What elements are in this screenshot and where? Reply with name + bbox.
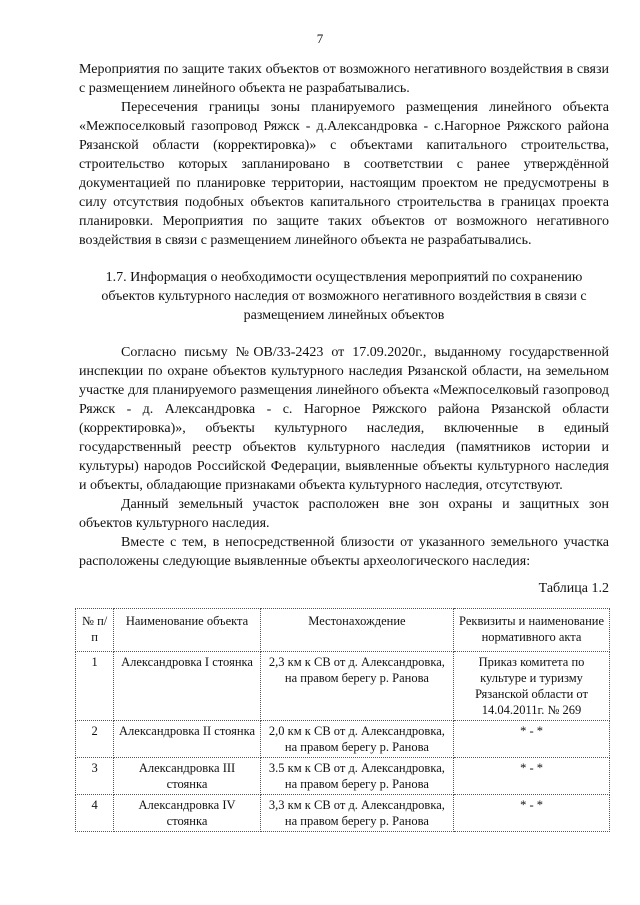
cell-act: * - * — [454, 795, 610, 832]
cell-number: 3 — [76, 758, 114, 795]
table-row — [76, 758, 610, 795]
archaeology-sites-table — [75, 608, 610, 832]
cell-act: * - * — [454, 721, 610, 758]
cell-number: 2 — [76, 721, 114, 758]
cell-location: 2,3 км к СВ от д. Александровка, на правом берегу р. Ранова — [260, 652, 453, 721]
header-cell-act: Реквизиты и наименование нормативного акта — [454, 609, 610, 652]
cell-act: Приказ комитета по культуре и туризму Рязанской области от 14.04.2011г. № 269 — [454, 652, 610, 721]
table-header-row — [76, 609, 610, 652]
paragraph: Данный земельный участок расположен вне зон охраны и защитных зон объектов культурного наследия. — [79, 497, 609, 531]
header-cell-number: № п/п — [76, 609, 114, 652]
page-number: 7 — [316, 31, 324, 46]
page-content — [79, 60, 609, 832]
table-caption: Таблица 1.2 — [538, 581, 609, 596]
paragraph: Мероприятия по защите таких объектов от возможного негативного воздействия в связи с размещением линейного объекта не разрабатывались. — [79, 62, 609, 96]
paragraph: Вместе с тем, в непосредственной близости от указанного земельного участка расположены следующие выявленные объекты археологического наследия: — [79, 535, 609, 569]
cell-location: 3,3 км к СВ от д. Александровка, на правом берегу р. Ранова — [260, 795, 453, 832]
cell-number: 4 — [76, 795, 114, 832]
header-cell-location: Местонахождение — [260, 609, 453, 652]
cell-number: 1 — [76, 652, 114, 721]
header-cell-name: Наименование объекта — [114, 609, 261, 652]
paragraph: Пересечения границы зоны планируемого размещения линейного объекта «Межпоселковый газопровод Ряжск - д.Александровка - с.Нагорное Ряжского района Рязанской области (корректировка)» с объектами капитального строительства, строительство которых запланировано в соответствии с ранее утверждённой документацией по планировке территории, настоящим проектом не предусмотрены в силу отсутствия подобных объектов капитального строительства в границах проекта планировки. Мероприятия по защите таких объектов от возможного негативного воздействия в связи с размещением линейного объекта не разрабатывались. — [79, 100, 609, 248]
paragraph: Согласно письму №ОВ/33-2423 от 17.09.2020г., выданному государственной инспекции по охране объектов культурного наследия Рязанской области, на земельном участке для планируемого размещения линейного объекта «Межпоселковый газопровод Ряжск - д. Александровка - с. Нагорное Ряжского района Рязанской области (корректировка)», объекты культурного наследия, включенные в единый государственный реестр объектов культурного наследия (памятников истории и культуры) народов Российской Федерации, выявленные объекты культурного наследия и объекты, обладающие признаками объекта культурного наследия, отсутствуют. — [79, 345, 609, 493]
cell-location: 2,0 км к СВ от д. Александровка, на правом берегу р. Ранова — [260, 721, 453, 758]
table-row — [76, 721, 610, 758]
cell-location: 3.5 км к СВ от д. Александровка, на правом берегу р. Ранова — [260, 758, 453, 795]
cell-name: Александровка II стоянка — [114, 721, 261, 758]
table-row — [76, 652, 610, 721]
section-heading: 1.7. Информация о необходимости осуществления мероприятий по сохранению объектов культурного наследия от возможного негативного воздействия в связи с размещением линейных объектов — [101, 270, 587, 323]
cell-name: Александровка I стоянка — [114, 652, 261, 721]
table-row — [76, 795, 610, 832]
cell-name: Александровка IV стоянка — [114, 795, 261, 832]
cell-name: Александровка III стоянка — [114, 758, 261, 795]
cell-act: * - * — [454, 758, 610, 795]
